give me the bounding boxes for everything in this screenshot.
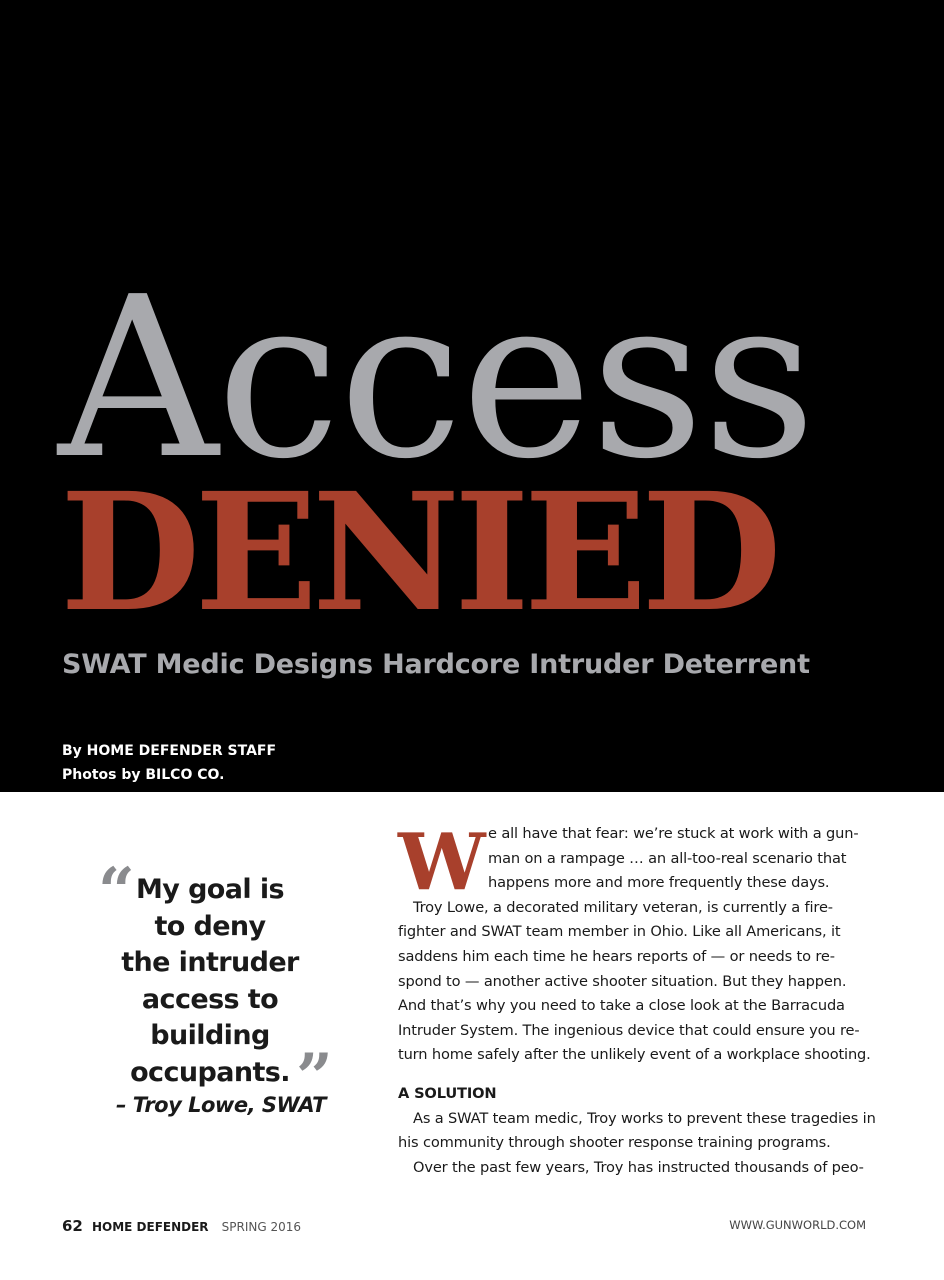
article-line: Over the past few years, Troy has instructed thousands of peo- bbox=[413, 1158, 864, 1176]
article-body bbox=[398, 817, 884, 1180]
close-quote-icon: ” bbox=[296, 1040, 333, 1115]
article-line: e all have that fear: we’re stuck at work with a gun- bbox=[488, 825, 859, 842]
issue-date: SPRING 2016 bbox=[221, 1220, 301, 1234]
pull-quote-line: occupants. bbox=[130, 1056, 290, 1088]
photo-credit: Photos by BILCO CO. bbox=[62, 767, 225, 783]
pull-quote-line: My goal is bbox=[136, 874, 284, 905]
article-line: spond to — another active shooter situation. But they happen. bbox=[398, 972, 847, 990]
credits bbox=[62, 739, 276, 787]
article-line: turn home safely after the unlikely event of a workplace shooting. bbox=[398, 1046, 871, 1064]
article-line: Intruder System. The ingenious device that could ensure you re- bbox=[398, 1021, 860, 1039]
headline-access: Access bbox=[58, 250, 815, 508]
section-heading: A SOLUTION bbox=[398, 1084, 497, 1102]
headline-denied: DENIED bbox=[60, 458, 776, 648]
article-line: his community through shooter response training programs. bbox=[398, 1134, 831, 1152]
article-line: As a SWAT team medic, Troy works to prevent these tragedies in bbox=[413, 1109, 876, 1127]
article-line: man on a rampage … an all-too-real scenario that bbox=[488, 849, 847, 867]
article-line: And that’s why you need to take a close look at the Barracuda bbox=[398, 997, 845, 1015]
byline: By HOME DEFENDER STAFF bbox=[62, 743, 277, 759]
magazine-name: HOME DEFENDER bbox=[91, 1220, 209, 1234]
folio bbox=[62, 1216, 301, 1235]
pull-quote-line: to deny bbox=[154, 910, 266, 942]
pull-quote-line: building bbox=[150, 1020, 270, 1051]
drop-cap: W bbox=[398, 817, 483, 908]
pull-quote-text bbox=[112, 872, 308, 1091]
pull-quote-line: the intruder bbox=[121, 947, 299, 978]
pull-quote-attribution: – Troy Lowe, SWAT bbox=[116, 1093, 326, 1117]
open-quote-icon: “ bbox=[98, 854, 135, 929]
page-number: 62 bbox=[62, 1217, 83, 1235]
website-url: WWW.GUNWORLD.COM bbox=[729, 1218, 866, 1232]
article-line: Troy Lowe, a decorated military veteran, is currently a fire- bbox=[413, 898, 833, 916]
article-line: saddens him each time he hears reports of — or needs to re- bbox=[398, 947, 835, 965]
pull-quote-line: access to bbox=[141, 983, 279, 1015]
article-line: fighter and SWAT team member in Ohio. Like all Americans, it bbox=[398, 923, 841, 941]
deck-subtitle: SWAT Medic Designs Hardcore Intruder Deterrent bbox=[62, 649, 810, 680]
article-line: happens more and more frequently these days. bbox=[488, 874, 830, 892]
